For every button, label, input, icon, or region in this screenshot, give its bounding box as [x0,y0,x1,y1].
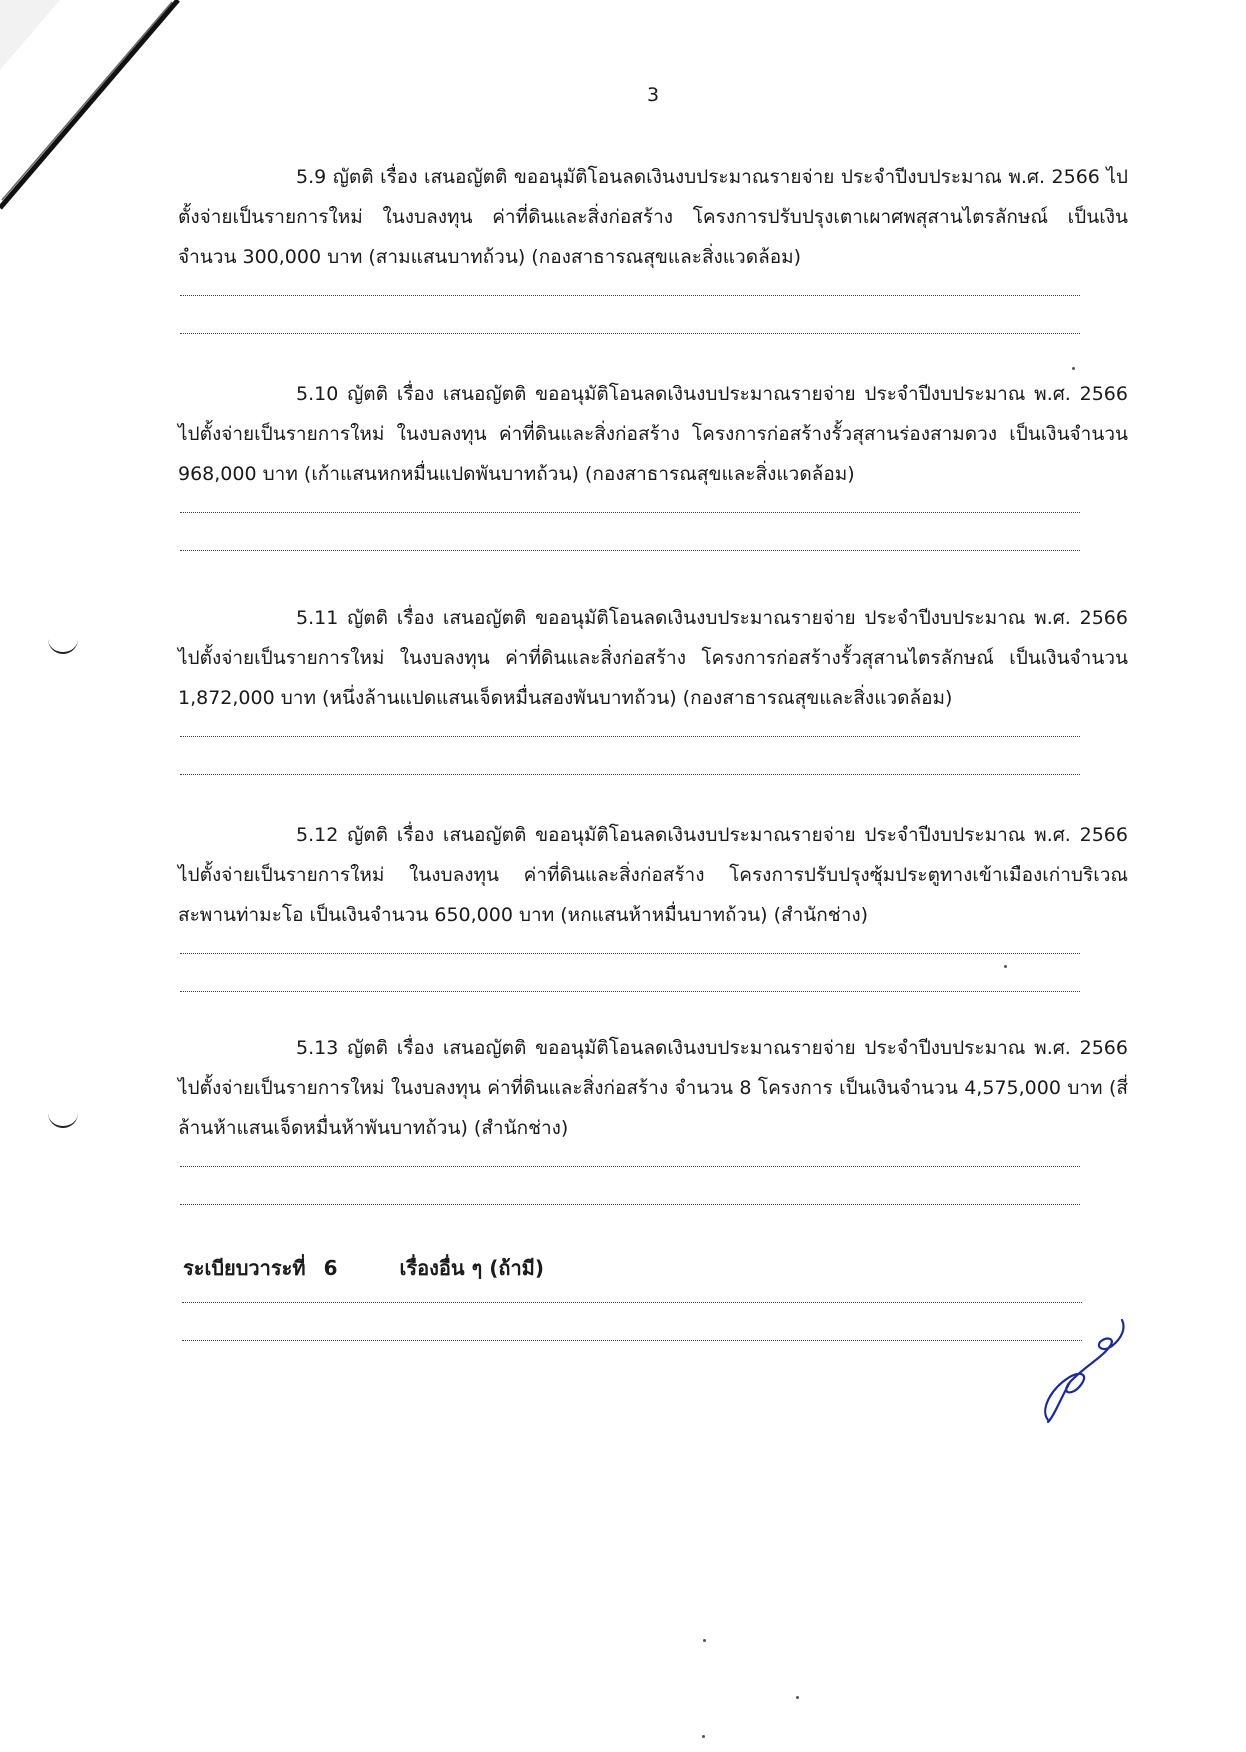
dotted-line [180,512,1080,513]
agenda-item-5-12 [178,815,1128,992]
margin-tick-mark [48,1112,78,1128]
item-text: 5.10 ญัตติ เรื่อง เสนอญัตติ ขออนุมัติโอนลดเงินงบประมาณรายจ่าย ประจำปีงบประมาณ พ.ศ. 2566 ไปตั้งจ่ายเป็นรายการใหม่ ในงบลงทุน ค่าที่ดินและสิ่งก่อสร้าง โครงการก่อสร้างรั้วสุสานร่องสามดวง เป็นเงินจำนวน 968,000 บาท (เก้าแสนหกหมื่นแปดพันบาทถ้วน) (กองสาธารณสุขและสิ่งแวดล้อม) [178,383,1128,485]
agenda-item-5-11 [178,598,1128,775]
item-text: 5.11 ญัตติ เรื่อง เสนอญัตติ ขออนุมัติโอนลดเงินงบประมาณรายจ่าย ประจำปีงบประมาณ พ.ศ. 2566 ไปตั้งจ่ายเป็นรายการใหม่ ในงบลงทุน ค่าที่ดินและสิ่งก่อสร้าง โครงการก่อสร้างรั้วสุสานไตรลักษณ์ เป็นเงินจำนวน 1,872,000 บาท (หนึ่งล้านแปดแสนเจ็ดหมื่นสองพันบาทถ้วน) (กองสาธารณสุขและสิ่งแวดล้อม) [178,607,1128,709]
page-number: 3 [646,84,660,106]
scan-speck [1072,367,1075,370]
dotted-line [180,991,1080,992]
margin-tick-mark [48,638,78,654]
scan-speck [796,1696,799,1699]
agenda-6-lines [180,1302,1082,1341]
item-text: 5.12 ญัตติ เรื่อง เสนอญัตติ ขออนุมัติโอนลดเงินงบประมาณรายจ่าย ประจำปีงบประมาณ พ.ศ. 2566 ไปตั้งจ่ายเป็นรายการใหม่ ในงบลงทุน ค่าที่ดินและสิ่งก่อสร้าง โครงการปรับปรุงซุ้มประตูทางเข้าเมืองเก่าบริเวณสะพานท่ามะโอ เป็นเงินจำนวน 650,000 บาท (หกแสนห้าหมื่นบาทถ้วน) (สำนักช่าง) [178,824,1128,926]
dotted-line [180,953,1080,954]
dotted-line [180,1204,1080,1205]
agenda-6-number: 6 [323,1256,338,1280]
dotted-line [180,774,1080,775]
dotted-line [180,550,1080,551]
scan-speck [1004,965,1007,968]
scan-speck [703,1639,706,1642]
agenda-6-title: เรื่องอื่น ๆ (ถ้ามี) [399,1256,544,1280]
dotted-line [180,295,1080,296]
item-text: 5.9 ญัตติ เรื่อง เสนอญัตติ ขออนุมัติโอนลดเงินงบประมาณรายจ่าย ประจำปีงบประมาณ พ.ศ. 2566 ไปตั้งจ่ายเป็นรายการใหม่ ในงบลงทุน ค่าที่ดินและสิ่งก่อสร้าง โครงการปรับปรุงเตาเผาศพสุสานไตรลักษณ์ เป็นเงินจำนวน 300,000 บาท (สามแสนบาทถ้วน) (กองสาธารณสุขและสิ่งแวดล้อม) [178,166,1128,268]
signature-mark [1040,1300,1150,1430]
dotted-line [182,1340,1082,1341]
dotted-line [180,1166,1080,1167]
agenda-item-5-10 [178,374,1128,551]
dotted-line [180,736,1080,737]
agenda-item-5-13 [178,1028,1128,1205]
agenda-6-heading [183,1252,544,1284]
agenda-item-5-9 [178,157,1128,334]
dotted-line [182,1302,1082,1303]
agenda-6-label: ระเบียบวาระที่ [183,1256,306,1280]
dotted-line [180,333,1080,334]
item-text: 5.13 ญัตติ เรื่อง เสนอญัตติ ขออนุมัติโอนลดเงินงบประมาณรายจ่าย ประจำปีงบประมาณ พ.ศ. 2566 ไปตั้งจ่ายเป็นรายการใหม่ ในงบลงทุน ค่าที่ดินและสิ่งก่อสร้าง จำนวน 8 โครงการ เป็นเงินจำนวน 4,575,000 บาท (สี่ล้านห้าแสนเจ็ดหมื่นห้าพันบาทถ้วน) (สำนักช่าง) [178,1037,1128,1139]
scan-speck [702,1735,705,1738]
scanned-corner-fold [0,0,190,220]
